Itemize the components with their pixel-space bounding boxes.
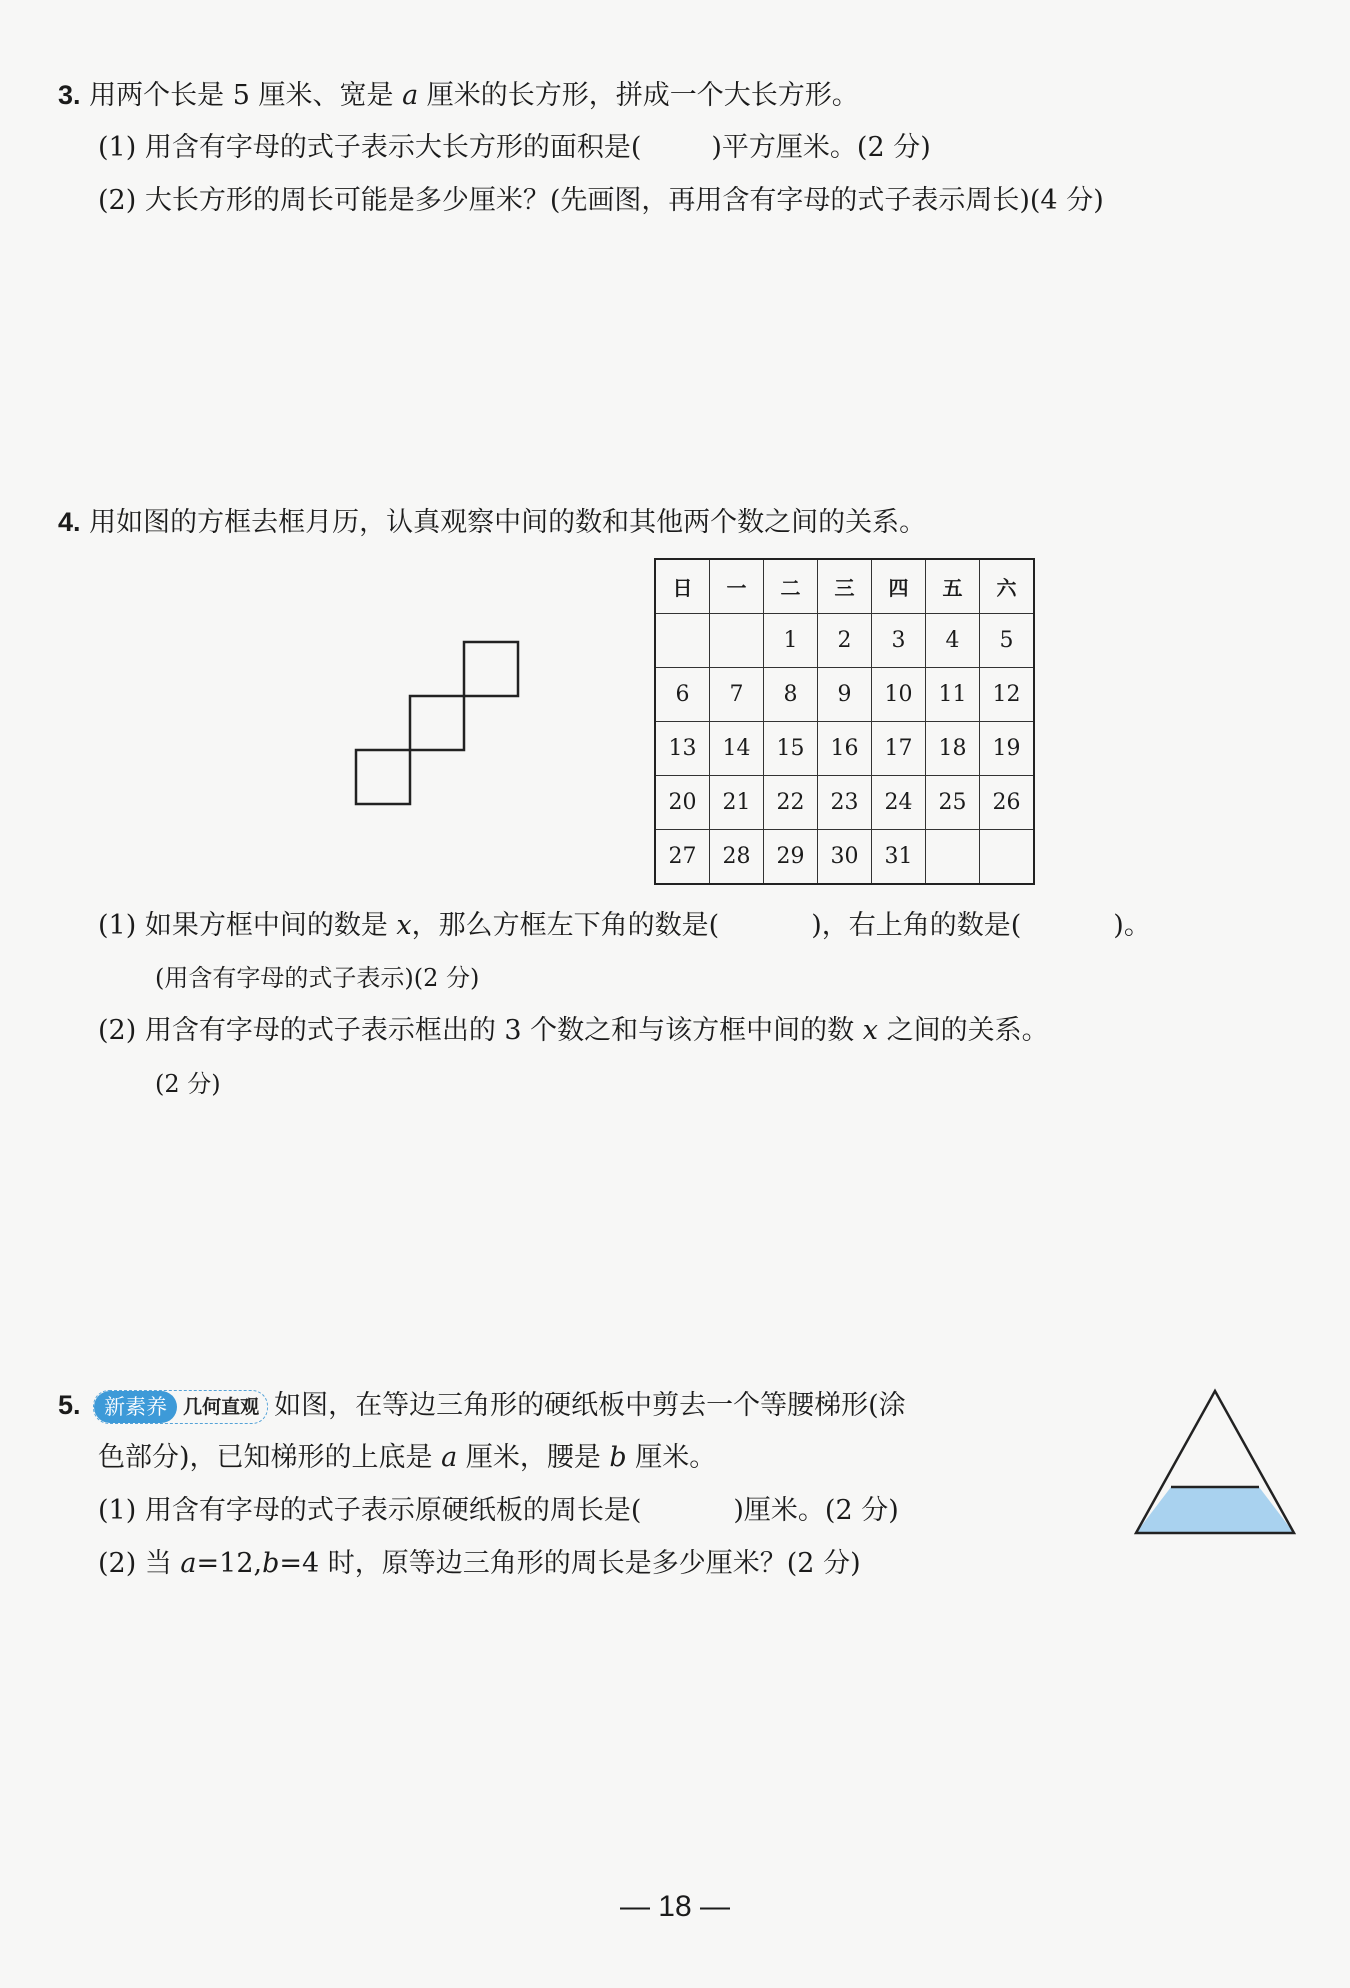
calendar-day-cell: 22 <box>764 776 818 830</box>
calendar-day-cell: 7 <box>710 668 764 722</box>
page-number: — 18 — <box>619 1890 731 1923</box>
q3-part1: (1) 用含有字母的式子表示大长方形的面积是( )平方厘米。(2 分) <box>98 132 931 163</box>
q4-part2: (2) 用含有字母的式子表示框出的 3 个数之和与该方框中间的数 x 之间的关系。 <box>98 1015 1049 1046</box>
calendar-day-cell: 17 <box>872 722 926 776</box>
calendar-day-cell: 24 <box>872 776 926 830</box>
calendar-weekday: 五 <box>926 559 980 614</box>
q4-stem: 4. 用如图的方框去框月历，认真观察中间的数和其他两个数之间的关系。 <box>58 507 927 538</box>
q4-number: 4. <box>58 507 81 537</box>
calendar-day-cell <box>926 830 980 885</box>
calendar-day-cell: 27 <box>655 830 710 885</box>
calendar-day-cell: 19 <box>980 722 1035 776</box>
calendar-day-cell: 3 <box>872 614 926 668</box>
calendar-day-cell: 11 <box>926 668 980 722</box>
frame-top-right-square <box>464 642 518 696</box>
calendar-day-cell: 12 <box>980 668 1035 722</box>
q5-stem: 5. 新素养 几何直观 如图，在等边三角形的硬纸板中剪去一个等腰梯形(涂 <box>58 1387 906 1424</box>
q5-number: 5. <box>58 1390 81 1420</box>
q4-part2-score: (2 分) <box>155 1070 221 1098</box>
calendar-day-cell: 21 <box>710 776 764 830</box>
calendar-day-cell: 8 <box>764 668 818 722</box>
calendar-header-row <box>655 559 1034 614</box>
calendar-weekday: 二 <box>764 559 818 614</box>
q3-part2: (2) 大长方形的周长可能是多少厘米？(先画图，再用含有字母的式子表示周长)(4 分) <box>98 185 1104 216</box>
calendar-day-cell: 29 <box>764 830 818 885</box>
calendar-day-cell: 28 <box>710 830 764 885</box>
calendar-weekday: 日 <box>655 559 710 614</box>
calendar-day-cell: 30 <box>818 830 872 885</box>
calendar-day-cell: 25 <box>926 776 980 830</box>
staircase-frame-figure <box>350 635 530 810</box>
frame-middle-square <box>410 696 464 750</box>
calendar-week-row <box>655 614 1034 668</box>
calendar-weekday: 六 <box>980 559 1035 614</box>
calendar-day-cell <box>655 614 710 668</box>
calendar-day-cell: 14 <box>710 722 764 776</box>
calendar-weekday: 三 <box>818 559 872 614</box>
calendar-weekday: 一 <box>710 559 764 614</box>
calendar-day-cell: 23 <box>818 776 872 830</box>
calendar-day-cell: 2 <box>818 614 872 668</box>
q3-number: 3. <box>58 80 81 110</box>
calendar-day-cell: 6 <box>655 668 710 722</box>
calendar-day-cell: 9 <box>818 668 872 722</box>
calendar-day-cell: 1 <box>764 614 818 668</box>
q4-part1-note: (用含有字母的式子表示)(2 分) <box>155 964 480 992</box>
calendar-table <box>654 558 1035 885</box>
shaded-trapezoid <box>1136 1487 1294 1533</box>
calendar-day-cell <box>980 830 1035 885</box>
calendar-week-row <box>655 776 1034 830</box>
calendar-week-row <box>655 722 1034 776</box>
q5-part1: (1) 用含有字母的式子表示原硬纸板的周长是( )厘米。(2 分) <box>98 1495 899 1526</box>
triangle-trapezoid-figure <box>1125 1385 1305 1540</box>
q5-stem-cont: 色部分)，已知梯形的上底是 a 厘米，腰是 b 厘米。 <box>98 1442 717 1473</box>
calendar-week-row <box>655 830 1034 885</box>
q3-stem: 3. 用两个长是 5 厘米、宽是 a 厘米的长方形，拼成一个大长方形。 <box>58 80 859 111</box>
calendar-day-cell: 10 <box>872 668 926 722</box>
new-literacy-badge: 新素养 几何直观 <box>93 1390 268 1424</box>
frame-bottom-left-square <box>356 750 410 804</box>
calendar-week-row <box>655 668 1034 722</box>
calendar-day-cell: 5 <box>980 614 1035 668</box>
calendar-day-cell: 13 <box>655 722 710 776</box>
calendar-weekday: 四 <box>872 559 926 614</box>
calendar-day-cell <box>710 614 764 668</box>
calendar-day-cell: 26 <box>980 776 1035 830</box>
q5-part2: (2) 当 a=12,b=4 时，原等边三角形的周长是多少厘米？(2 分) <box>98 1548 861 1579</box>
calendar-day-cell: 16 <box>818 722 872 776</box>
calendar-day-cell: 20 <box>655 776 710 830</box>
calendar-day-cell: 15 <box>764 722 818 776</box>
calendar-day-cell: 18 <box>926 722 980 776</box>
calendar-day-cell: 31 <box>872 830 926 885</box>
q4-part1: (1) 如果方框中间的数是 x，那么方框左下角的数是( )，右上角的数是( )。 <box>98 910 1151 941</box>
calendar-day-cell: 4 <box>926 614 980 668</box>
